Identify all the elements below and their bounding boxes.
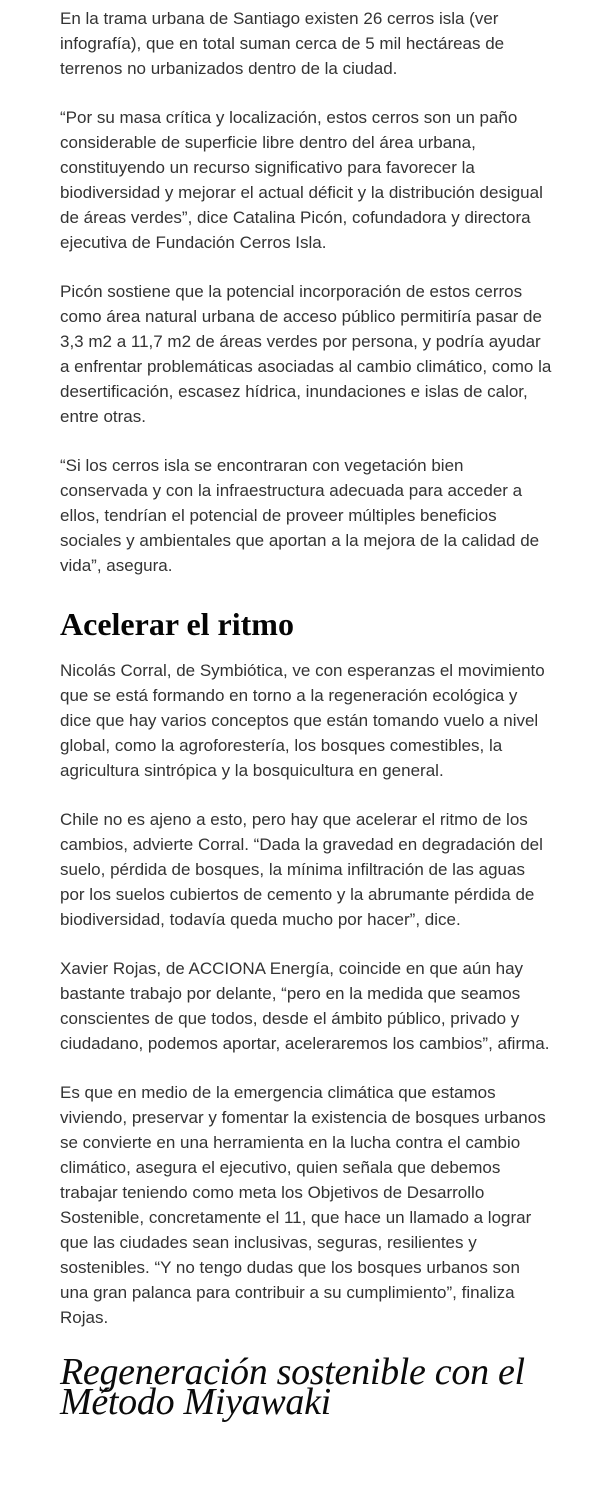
paragraph-section1-4: Es que en medio de la emergencia climática que estamos viviendo, preservar y fomentar la existencia de bosques urbanos se convierte en una herramienta en la lucha contra el cambio climático, asegura el ejecutivo, quien señala que debemos trabajar teniendo como meta los Objetivos de Desarrollo Sostenible, concretamente el 11, que hace un llamado a lograr que las ciudades sean inclusivas, seguras, resilientes y sostenibles. “Y no tengo dudas que los bosques urbanos son una gran palanca para contribuir a su cumplimiento”, finaliza Rojas. <box>60 1083 546 1327</box>
paragraph-intro-3: Picón sostiene que la potencial incorporación de estos cerros como área natural urbana de acceso público permitiría pasar de 3,3 m2 a 11,7 m2 de áreas verdes por persona, y podría ayudar a enfrentar problemáticas asociadas al cambio climático, como la desertificación, escasez hídrica, inundaciones e islas de calor, entre otras. <box>60 282 552 426</box>
paragraph-section1-3: Xavier Rojas, de ACCIONA Energía, coincide en que aún hay bastante trabajo por delante, “pero en la medida que seamos conscientes de que todos, desde el ámbito público, privado y ciudadano, podemos aportar, aceleraremos los cambios”, afirma. <box>60 959 550 1053</box>
paragraph-intro-4: “Si los cerros isla se encontraran con vegetación bien conservada y con la infraestructura adecuada para acceder a ellos, tendrían el potencial de proveer múltiples beneficios sociales y ambientales que aportan a la mejora de la calidad de vida”, asegura. <box>60 456 540 575</box>
paragraph-intro-1: En la trama urbana de Santiago existen 26 cerros isla (ver infografía), que en total suman cerca de 5 mil hectáreas de terrenos no urbanizados dentro de la ciudad. <box>60 9 505 78</box>
section-heading-acelerar-el-ritmo: Acelerar el ritmo <box>60 606 294 642</box>
paragraph-intro-2: “Por su masa crítica y localización, estos cerros son un paño considerable de superficie libre dentro del área urbana, constituyendo un recurso significativo para favorecer la biodiversidad y mejorar el actual déficit y la distribución desigual de áreas verdes”, dice Catalina Picón, cofundadora y directora ejecutiva de Fundación Cerros Isla. <box>60 108 543 252</box>
paragraph-section1-2: Chile no es ajeno a esto, pero hay que acelerar el ritmo de los cambios, advierte Corral. “Dada la gravedad en degradación del suelo, pérdida de bosques, la mínima infiltración de las aguas por los suelos cubiertos de cemento y la abrumante pérdida de biodiversidad, todavía queda mucho por hacer”, dice. <box>60 810 543 929</box>
section-heading-regeneracion-miyawaki: Regeneración sostenible con el Método Miyawaki <box>60 1351 525 1423</box>
paragraph-section1-1: Nicolás Corral, de Symbiótica, ve con esperanzas el movimiento que se está formando en torno a la regeneración ecológica y dice que hay varios conceptos que están tomando vuelo a nivel global, como la agroforestería, los bosques comestibles, la agricultura sintrópica y la bosquicultura en general. <box>60 661 545 780</box>
